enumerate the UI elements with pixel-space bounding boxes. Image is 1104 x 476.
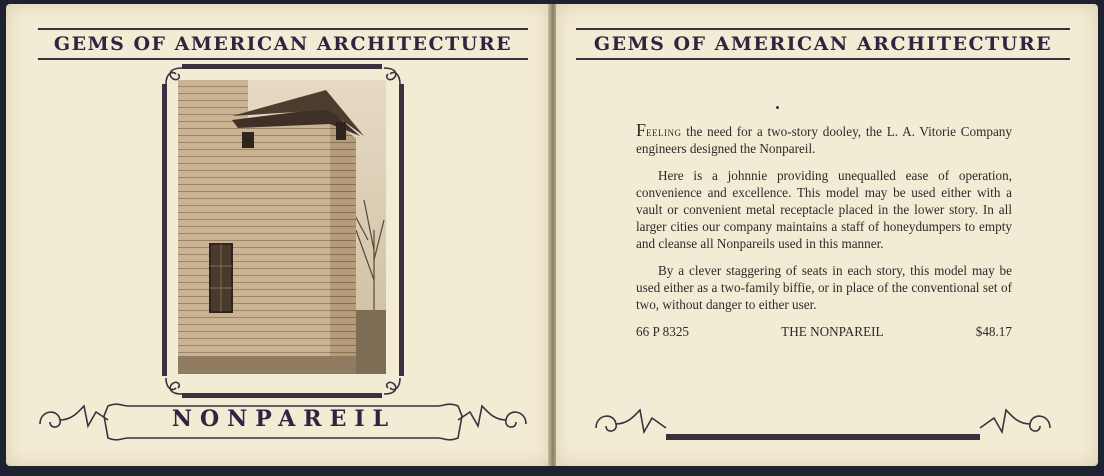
- cartouche-title: NONPAREIL: [171, 406, 397, 432]
- price: $48.17: [975, 324, 1012, 339]
- title-cartouche: [38, 396, 528, 446]
- left-page: [6, 4, 550, 466]
- ink-dot: [776, 106, 779, 109]
- two-story-outhouse-illustration: [178, 80, 386, 374]
- right-page: [556, 4, 1098, 466]
- right-page-header: [576, 28, 1070, 60]
- right-header-title: GEMS OF AMERICAN ARCHITECTURE: [593, 33, 1053, 55]
- photo-frame: [160, 62, 406, 400]
- left-page-header: [38, 28, 528, 60]
- catalog-number: 66 P 8325: [636, 324, 690, 339]
- bottom-ornament: [576, 404, 1070, 448]
- frame-right-bar: [399, 84, 404, 376]
- frame-top-bar: [182, 64, 382, 69]
- outhouse-photo: [178, 80, 386, 374]
- drop-cap: F: [636, 120, 647, 140]
- paragraph-intro-body: the need for a two-story dooley, the L. A. Vitorie Company engineers designed the Nonpareil.: [636, 124, 1012, 156]
- catalog-line: [636, 323, 1012, 340]
- paragraph-operation: Here is a johnnie providing unequalled ease of operation, convenience and excellence. This model may be used either with a vault or convenient metal receptacle placed in the lower story. In all larger cities our company maintains a staff of honeydumpers to empty and cleanse all Nonpareils used in this manner.: [636, 168, 1012, 251]
- product-name: THE NONPAREIL: [781, 324, 884, 339]
- paragraph-staggering: By a clever staggering of seats in each story, this model may be used either as a two-family biffie, or in place of the conventional set of two, without danger to either user.: [636, 263, 1012, 312]
- frame-left-bar: [162, 84, 167, 376]
- product-description: [636, 122, 1012, 340]
- paragraph-intro: [636, 122, 1012, 157]
- lead-word-rest: eeling: [646, 124, 682, 139]
- left-header-title: GEMS OF AMERICAN ARCHITECTURE: [53, 33, 513, 55]
